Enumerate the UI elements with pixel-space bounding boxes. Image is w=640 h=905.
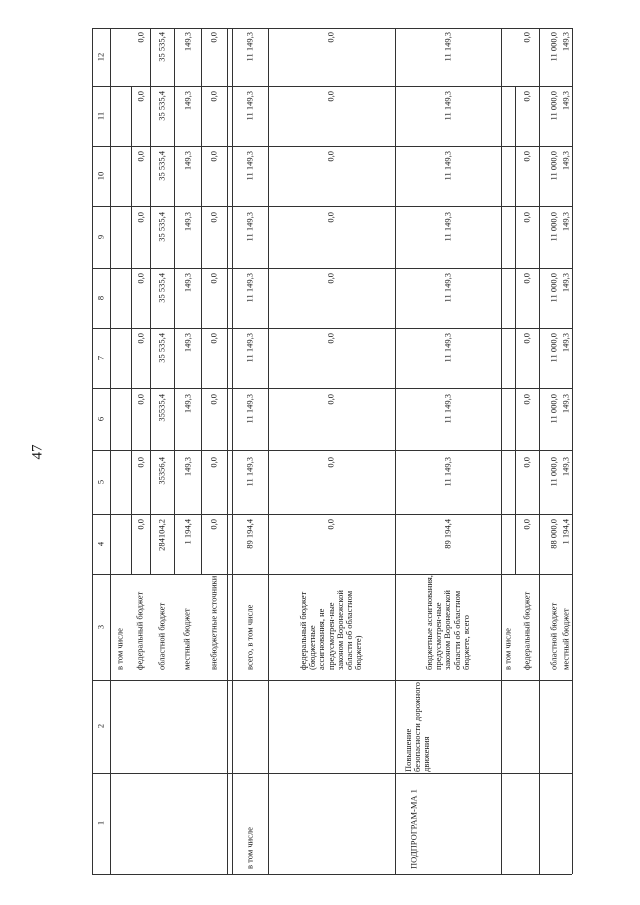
table-cell: 0,0 bbox=[325, 273, 336, 284]
column-border bbox=[92, 328, 572, 329]
table-cell: 149,3 bbox=[182, 91, 193, 111]
table-cell: 11 149,3 bbox=[244, 212, 255, 242]
table-cell: 0,0 bbox=[135, 91, 146, 102]
table-cell: 0,0 bbox=[208, 394, 219, 405]
table-cell: 88 000,0 bbox=[548, 519, 559, 549]
row-border bbox=[515, 86, 516, 574]
row-label: федеральный бюджет bbox=[521, 591, 532, 670]
column-header: 8 bbox=[95, 295, 106, 301]
table-cell: 0,0 bbox=[135, 212, 146, 223]
row-label: местный бюджет bbox=[560, 608, 571, 670]
column-border bbox=[92, 388, 572, 389]
column-header: 2 bbox=[95, 723, 106, 729]
section-label: в том числе bbox=[244, 827, 255, 869]
table-cell: 11 149,3 bbox=[442, 457, 453, 487]
table-cell: 149,3 bbox=[182, 333, 193, 353]
table-cell: 0,0 bbox=[325, 91, 336, 102]
table-cell: 0,0 bbox=[521, 212, 532, 223]
table-cell: 0,0 bbox=[208, 91, 219, 102]
table-cell: 11 149,3 bbox=[244, 273, 255, 303]
row-label: федеральный бюджет bbox=[134, 591, 145, 670]
subprogram-code: ПОДПРОГРАМ-МА 1 bbox=[408, 789, 419, 869]
table-cell: 0,0 bbox=[325, 333, 336, 344]
table-cell: 11 000,0 bbox=[548, 91, 559, 121]
table-cell: 11 149,3 bbox=[442, 151, 453, 181]
table-cell: 11 000,0 bbox=[548, 333, 559, 363]
column-header: 1 bbox=[95, 820, 106, 826]
table-cell: 11 149,3 bbox=[442, 32, 453, 62]
column-header: 6 bbox=[95, 416, 106, 422]
row-label: бюджетные ассигнования, предусмотрен-ные законом Воронежской области об областном бюджете, всего bbox=[424, 575, 471, 670]
table-cell: 1 194,4 bbox=[560, 519, 571, 545]
table-cell: 11 000,0 bbox=[548, 273, 559, 303]
table-cell: 0,0 bbox=[208, 519, 219, 530]
table-cell: 11 149,3 bbox=[244, 333, 255, 363]
table-cell: 149,3 bbox=[182, 212, 193, 232]
table-cell: 35 535,4 bbox=[156, 91, 167, 121]
table-cell: 149,3 bbox=[182, 32, 193, 52]
table-cell: 0,0 bbox=[325, 394, 336, 405]
table-cell: 35 535,4 bbox=[156, 212, 167, 242]
row-border bbox=[174, 28, 175, 574]
table-cell: 149,3 bbox=[560, 32, 571, 52]
table-border bbox=[92, 28, 572, 29]
column-header: 10 bbox=[95, 171, 106, 181]
row-label: в том числе bbox=[502, 628, 513, 670]
table-cell: 11 149,3 bbox=[442, 333, 453, 363]
table-cell: 149,3 bbox=[182, 457, 193, 477]
table-cell: 0,0 bbox=[521, 519, 532, 530]
column-border bbox=[92, 206, 572, 207]
row-label: областной бюджет bbox=[548, 602, 559, 670]
column-border bbox=[92, 450, 572, 451]
row-border bbox=[395, 28, 396, 874]
header-row-border bbox=[110, 28, 111, 874]
table-cell: 0,0 bbox=[325, 151, 336, 162]
table-cell: 0,0 bbox=[208, 333, 219, 344]
row-border bbox=[201, 28, 202, 574]
column-header: 3 bbox=[95, 624, 106, 630]
table-cell: 35 535,4 bbox=[156, 151, 167, 181]
table-cell: 1 194,4 bbox=[182, 519, 193, 545]
row-label: внебюджетные источники bbox=[208, 575, 219, 670]
table-cell: 11 000,0 bbox=[548, 394, 559, 424]
row-label: федеральный бюджет (бюджетные ассигнования, не предусмотрен-ные законом Воронежской области об областном бюджете) bbox=[297, 590, 363, 670]
table-cell: 0,0 bbox=[208, 273, 219, 284]
table-cell: 11 149,3 bbox=[244, 91, 255, 121]
table-cell: 11 149,3 bbox=[244, 32, 255, 62]
table-cell: 11 149,3 bbox=[442, 91, 453, 121]
table-cell: 149,3 bbox=[560, 333, 571, 353]
table-cell: 149,3 bbox=[182, 273, 193, 293]
table-cell: 35 535,4 bbox=[156, 32, 167, 62]
table-cell: 11 149,3 bbox=[244, 457, 255, 487]
column-header: 11 bbox=[95, 111, 106, 121]
table-cell: 11 149,3 bbox=[244, 394, 255, 424]
table-cell: 11 000,0 bbox=[548, 151, 559, 181]
row-border bbox=[131, 86, 132, 574]
budget-table bbox=[92, 28, 572, 874]
table-border bbox=[572, 28, 573, 874]
table-cell: 35 535,4 bbox=[156, 333, 167, 363]
column-header: 12 bbox=[95, 52, 106, 62]
table-cell: 0,0 bbox=[135, 394, 146, 405]
table-cell: 11 000,0 bbox=[548, 457, 559, 487]
row-label: всего, в том числе bbox=[244, 604, 255, 670]
table-cell: 0,0 bbox=[521, 333, 532, 344]
table-cell: 0,0 bbox=[135, 457, 146, 468]
column-border bbox=[92, 268, 572, 269]
table-border bbox=[92, 28, 93, 874]
row-label: местный бюджет bbox=[181, 608, 192, 670]
row-border bbox=[232, 28, 233, 874]
table-cell: 0,0 bbox=[521, 32, 532, 43]
column-border bbox=[92, 680, 572, 681]
table-cell: 0,0 bbox=[521, 273, 532, 284]
table-cell: 11 149,3 bbox=[442, 212, 453, 242]
table-cell: 0,0 bbox=[521, 151, 532, 162]
row-border bbox=[227, 28, 228, 874]
row-border bbox=[150, 28, 151, 574]
table-cell: 149,3 bbox=[560, 273, 571, 293]
page-number: 47 bbox=[29, 444, 46, 460]
table-cell: 0,0 bbox=[208, 212, 219, 223]
column-border bbox=[92, 514, 572, 515]
table-cell: 11 149,3 bbox=[244, 151, 255, 181]
table-cell: 0,0 bbox=[208, 151, 219, 162]
table-cell: 149,3 bbox=[182, 151, 193, 171]
table-cell: 89 194,4 bbox=[442, 519, 453, 549]
row-label: в том числе bbox=[114, 628, 125, 670]
row-label: областной бюджет bbox=[156, 602, 167, 670]
table-cell: 0,0 bbox=[521, 394, 532, 405]
table-cell: 11 000,0 bbox=[548, 32, 559, 62]
table-cell: 149,3 bbox=[560, 151, 571, 171]
table-cell: 0,0 bbox=[521, 91, 532, 102]
row-border bbox=[501, 28, 502, 874]
table-cell: 35356,4 bbox=[156, 457, 167, 485]
row-border bbox=[268, 28, 269, 874]
column-border bbox=[92, 146, 572, 147]
table-cell: 0,0 bbox=[325, 519, 336, 530]
column-header: 7 bbox=[95, 355, 106, 361]
column-border bbox=[92, 86, 572, 87]
table-cell: 35535,4 bbox=[156, 394, 167, 422]
table-cell: 0,0 bbox=[208, 457, 219, 468]
table-cell: 149,3 bbox=[560, 394, 571, 414]
table-cell: 0,0 bbox=[521, 457, 532, 468]
table-cell: 149,3 bbox=[182, 394, 193, 414]
table-cell: 149,3 bbox=[560, 91, 571, 111]
table-cell: 149,3 bbox=[560, 212, 571, 232]
column-header: 9 bbox=[95, 234, 106, 240]
table-border bbox=[92, 874, 572, 875]
table-cell: 0,0 bbox=[135, 32, 146, 43]
table-cell: 89 194,4 bbox=[244, 519, 255, 549]
column-header: 5 bbox=[95, 479, 106, 485]
table-cell: 11 149,3 bbox=[442, 273, 453, 303]
table-cell: 0,0 bbox=[135, 273, 146, 284]
table-cell: 0,0 bbox=[325, 212, 336, 223]
table-cell: 11 000,0 bbox=[548, 212, 559, 242]
table-cell: 11 149,3 bbox=[442, 394, 453, 424]
table-cell: 0,0 bbox=[135, 519, 146, 530]
row-border bbox=[539, 28, 540, 874]
table-cell: 0,0 bbox=[325, 457, 336, 468]
table-cell: 149,3 bbox=[560, 457, 571, 477]
subprogram-name: Повышение безопасности дорожного движения bbox=[403, 682, 432, 772]
table-cell: 0,0 bbox=[325, 32, 336, 43]
table-cell: 35 535,4 bbox=[156, 273, 167, 303]
column-border bbox=[92, 773, 572, 774]
table-cell: 0,0 bbox=[208, 32, 219, 43]
table-cell: 284104,2 bbox=[156, 519, 167, 551]
table-cell: 0,0 bbox=[135, 151, 146, 162]
table-cell: 0,0 bbox=[135, 333, 146, 344]
column-header: 4 bbox=[95, 541, 106, 547]
